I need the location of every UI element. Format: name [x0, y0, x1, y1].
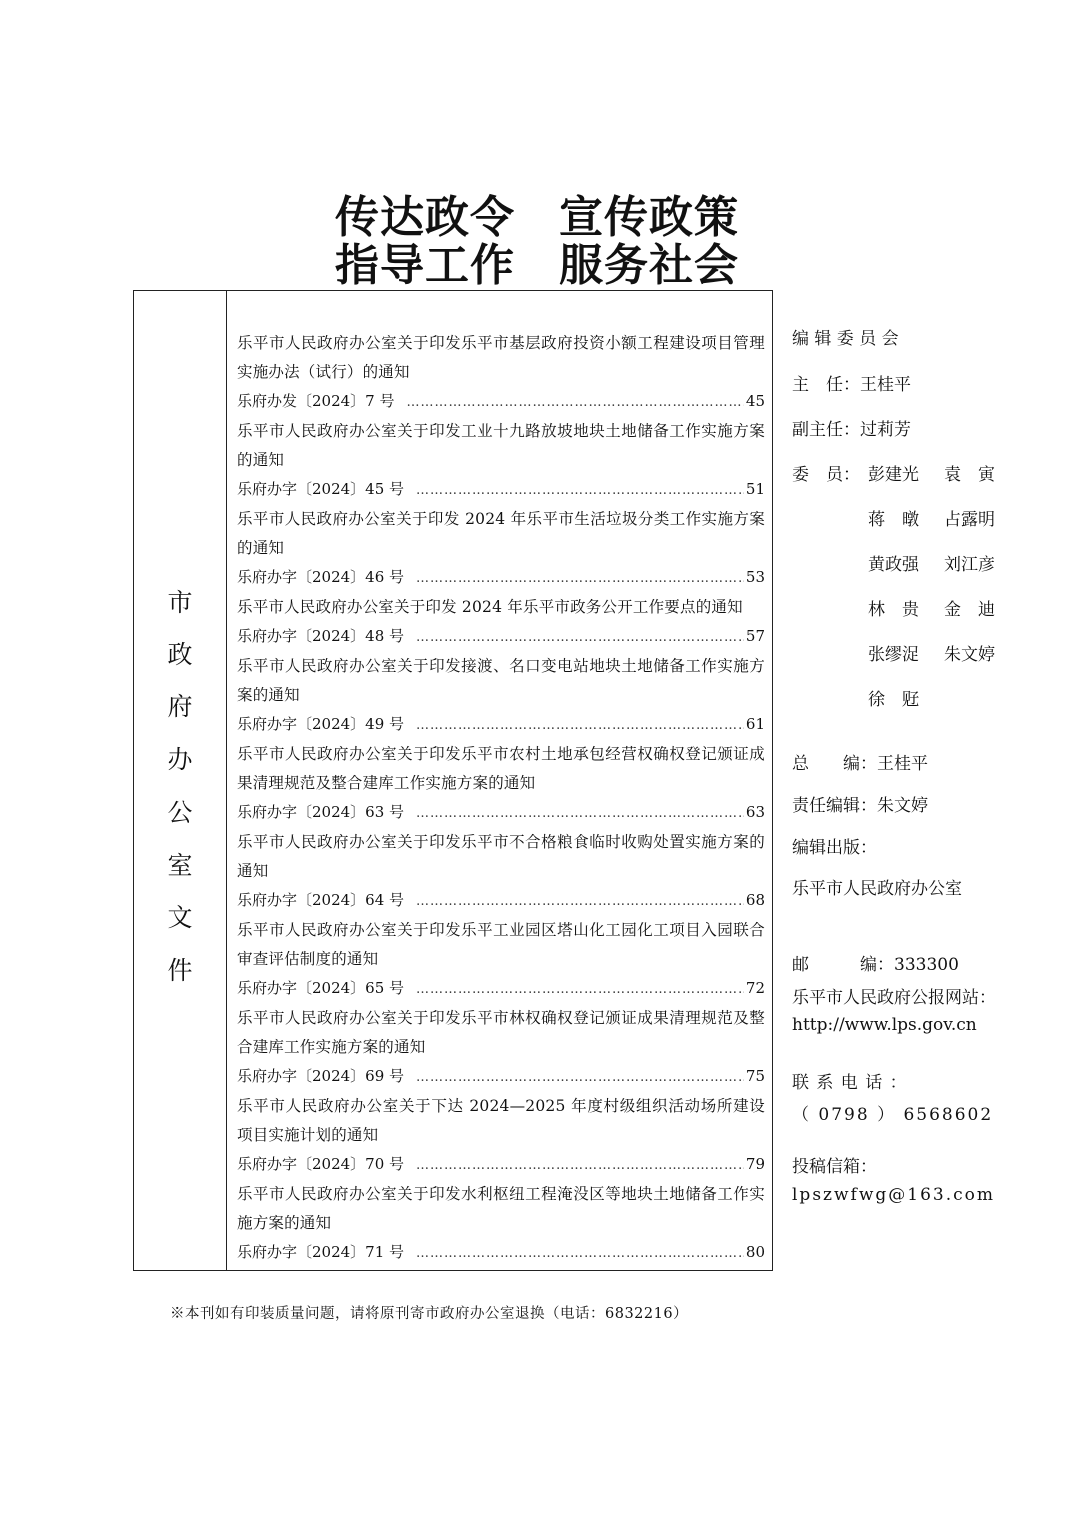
toc-entry[interactable]: [237, 417, 765, 505]
toc-entry-title[interactable]: 乐平市人民政府办公室关于印发乐平市林权确权登记颁证成果清理规范及整合建库工作实施方案的通知: [237, 1009, 765, 1056]
member-name: 金 迪: [944, 600, 995, 620]
toc-doc-number: 乐府办字〔2024〕65 号: [237, 979, 405, 997]
publisher-label: 编辑出版：: [792, 838, 877, 858]
website-label: 乐平市人民政府公报网站：: [792, 988, 996, 1008]
phone-label: 联 系 电 话 ：: [792, 1073, 908, 1093]
toc-page-number[interactable]: 79: [745, 1155, 765, 1173]
postcode-value: 333300: [894, 955, 959, 975]
email-link[interactable]: lpszwfwg@163.com: [792, 1185, 996, 1205]
section-label-column: [134, 291, 227, 1270]
toc-page-number[interactable]: 63: [745, 803, 765, 821]
toc-frame: [133, 290, 773, 1271]
motto-phrase: 服务社会: [559, 240, 739, 291]
chief-label: 总 编：: [792, 754, 877, 774]
toc-entry[interactable]: [237, 1180, 765, 1268]
section-label-char: 室: [167, 851, 193, 880]
footer-note: ※本刊如有印装质量问题，请将原刊寄市政府办公室退换（电话：6832216）: [170, 1306, 689, 1322]
member-name: 朱文婷: [944, 645, 995, 665]
section-label-char: 办: [167, 745, 193, 774]
member-name: 徐 觃: [868, 690, 919, 710]
toc-entry-ref: [237, 798, 765, 828]
toc-entry[interactable]: [237, 505, 765, 593]
toc-doc-number: 乐府办发〔2024〕7 号: [237, 392, 395, 410]
postcode-row: [792, 950, 959, 975]
chief-row: [792, 749, 928, 774]
toc-doc-number: 乐府办字〔2024〕63 号: [237, 803, 405, 821]
toc-page-number[interactable]: 51: [745, 480, 765, 498]
toc-doc-number: 乐府办字〔2024〕70 号: [237, 1155, 405, 1173]
toc-entry[interactable]: [237, 828, 765, 916]
website-link[interactable]: http://www.lps.gov.cn: [792, 1015, 977, 1035]
board-heading: 编 辑 委 员 会: [792, 329, 899, 349]
toc-entry-ref: [237, 1062, 765, 1092]
director-name: 王桂平: [860, 375, 911, 395]
motto-phrase: 宣传政策: [559, 192, 739, 243]
member-name: 占露明: [944, 510, 995, 530]
toc-entry-title[interactable]: 乐平市人民政府办公室关于印发乐平市农村土地承包经营权确权登记颁证成果清理规范及整合建库工作实施方案的通知: [237, 745, 765, 792]
toc-entry-title[interactable]: 乐平市人民政府办公室关于印发 2024 年乐平市政务公开工作要点的通知: [237, 598, 743, 616]
section-label-char: 件: [167, 956, 193, 985]
toc-doc-number: 乐府办字〔2024〕69 号: [237, 1067, 405, 1085]
toc-entry[interactable]: [237, 916, 765, 1004]
toc-entry-title[interactable]: 乐平市人民政府办公室关于印发乐平市基层政府投资小额工程建设项目管理实施办法（试行）的通知: [237, 334, 765, 381]
toc-leader: [416, 887, 744, 916]
publisher-name: 乐平市人民政府办公室: [792, 879, 962, 899]
motto-line-2: [0, 240, 1074, 292]
editor-row: [792, 791, 928, 816]
deputy-name: 过莉芳: [860, 420, 911, 440]
toc-leader: [416, 564, 744, 593]
toc-leader: [416, 1239, 744, 1268]
motto-line-1: [0, 192, 1074, 244]
toc-entry-ref: [237, 622, 765, 652]
toc-leader: [416, 975, 744, 1004]
toc-page-number[interactable]: 68: [745, 891, 765, 909]
toc-leader: [407, 388, 744, 417]
motto-phrase: 指导工作: [335, 240, 515, 291]
member-name: 刘江彦: [944, 555, 995, 575]
member-name: 袁 寅: [944, 465, 995, 485]
toc-entry-title[interactable]: 乐平市人民政府办公室关于下达 2024—2025 年度村级组织活动场所建设项目实施计划的通知: [237, 1097, 765, 1144]
toc-page-number[interactable]: 57: [745, 627, 765, 645]
toc-entry-ref: [237, 387, 765, 417]
deputy-row: [792, 415, 911, 440]
section-label-char: 文: [167, 903, 193, 932]
toc-doc-number: 乐府办字〔2024〕71 号: [237, 1243, 405, 1261]
toc-entry[interactable]: [237, 593, 765, 652]
chief-name: 王桂平: [877, 754, 928, 774]
email-label: 投稿信箱：: [792, 1157, 877, 1177]
member-name: 林 贵: [868, 600, 919, 620]
member-name: 黄政强: [868, 555, 919, 575]
toc-list: [237, 329, 765, 1268]
toc-entry-ref: [237, 1150, 765, 1180]
toc-entry-ref: [237, 710, 765, 740]
toc-entry-title[interactable]: 乐平市人民政府办公室关于印发乐平工业园区塔山化工园化工项目入园联合审查评估制度的通知: [237, 921, 765, 968]
member-name: 彭建光: [868, 465, 919, 485]
toc-page-number[interactable]: 75: [745, 1067, 765, 1085]
toc-doc-number: 乐府办字〔2024〕64 号: [237, 891, 405, 909]
toc-entry[interactable]: [237, 740, 765, 828]
director-row: [792, 370, 911, 395]
member-name: 张缪浞: [868, 645, 919, 665]
toc-leader: [416, 623, 744, 652]
section-label-char: 政: [167, 640, 193, 669]
toc-leader: [416, 1151, 744, 1180]
toc-page-number[interactable]: 53: [745, 568, 765, 586]
toc-entry-title[interactable]: 乐平市人民政府办公室关于印发水利枢纽工程淹没区等地块土地储备工作实施方案的通知: [237, 1185, 765, 1232]
toc-leader: [416, 1063, 744, 1092]
editor-label: 责任编辑：: [792, 796, 877, 816]
section-label-char: 市: [167, 588, 193, 617]
toc-entry-ref: [237, 886, 765, 916]
toc-entry-ref: [237, 475, 765, 505]
motto-phrase: 传达政令: [335, 192, 515, 243]
toc-entry-title[interactable]: 乐平市人民政府办公室关于印发接渡、名口变电站地块土地储备工作实施方案的通知: [237, 657, 765, 704]
editor-name: 朱文婷: [877, 796, 928, 816]
toc-entry-ref: [237, 1238, 765, 1268]
toc-doc-number: 乐府办字〔2024〕49 号: [237, 715, 405, 733]
toc-doc-number: 乐府办字〔2024〕45 号: [237, 480, 405, 498]
toc-entry[interactable]: [237, 1092, 765, 1180]
toc-entry-title[interactable]: 乐平市人民政府办公室关于印发工业十九路放坡地块土地储备工作实施方案的通知: [237, 422, 765, 469]
member-name: 蒋 暾: [868, 510, 919, 530]
section-label-char: 公: [167, 798, 193, 827]
toc-page-number[interactable]: 45: [745, 392, 765, 410]
toc-entry-ref: [237, 563, 765, 593]
postcode-label: 邮 编：: [792, 955, 894, 975]
phone-value: （ 0798 ） 6568602: [792, 1105, 994, 1125]
toc-entry-title[interactable]: 乐平市人民政府办公室关于印发乐平市不合格粮食临时收购处置实施方案的通知: [237, 833, 765, 880]
deputy-label: 副主任：: [792, 420, 860, 440]
toc-page-number[interactable]: 72: [745, 979, 765, 997]
toc-entry[interactable]: [237, 652, 765, 740]
toc-entry-ref: [237, 974, 765, 1004]
section-label-char: 府: [167, 692, 193, 721]
toc-leader: [416, 711, 744, 740]
toc-entry[interactable]: [237, 329, 765, 417]
toc-entry-title[interactable]: 乐平市人民政府办公室关于印发 2024 年乐平市生活垃圾分类工作实施方案的通知: [237, 510, 765, 557]
toc-doc-number: 乐府办字〔2024〕48 号: [237, 627, 405, 645]
toc-leader: [416, 799, 744, 828]
toc-page-number[interactable]: 61: [745, 715, 765, 733]
members-label: 委 员：: [792, 465, 860, 485]
director-label: 主 任：: [792, 375, 860, 395]
toc-leader: [416, 476, 744, 505]
toc-entry[interactable]: [237, 1004, 765, 1092]
toc-page-number[interactable]: 80: [745, 1243, 765, 1261]
toc-doc-number: 乐府办字〔2024〕46 号: [237, 568, 405, 586]
